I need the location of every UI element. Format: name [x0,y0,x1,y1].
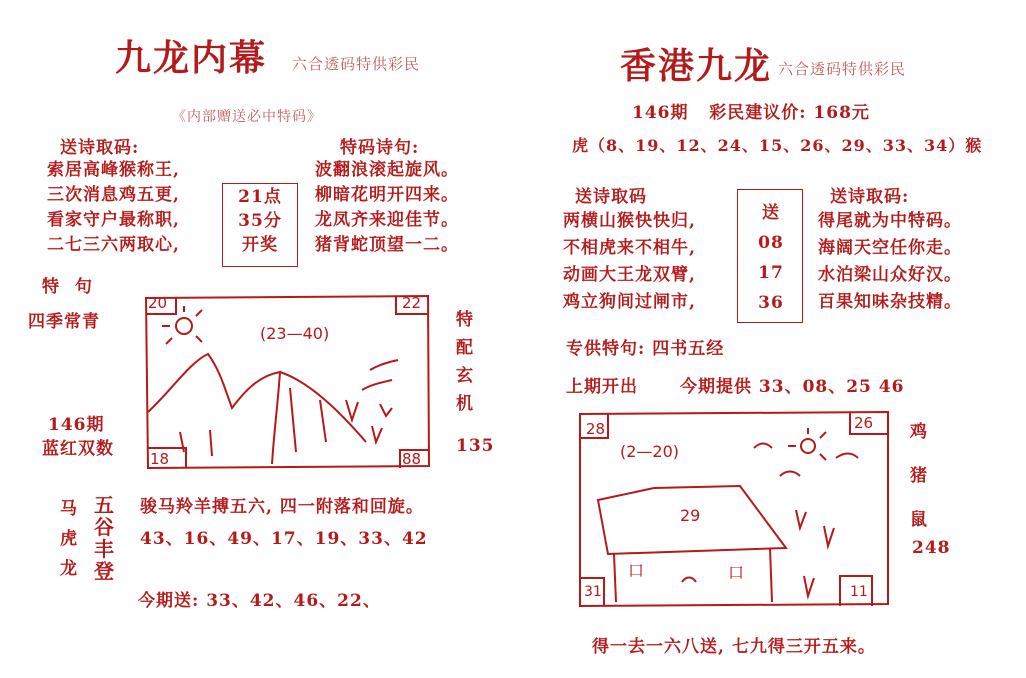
right-last-issue: 上期开出 [566,377,638,397]
animals-vertical [60,494,78,584]
sketch-label: 22 [402,294,422,312]
special-line: 柳暗花明开四来。 [315,185,459,205]
send-box-values [739,198,803,318]
side-char: 玄 [456,366,474,386]
sun-rays [162,306,202,344]
sketch-label: 11 [850,584,868,600]
right-tiger-line: 虎（8、19、12、24、15、26、29、33、34）猴 [572,136,983,155]
sketch-label: 26 [854,414,874,432]
sketch-range: (23—40) [260,324,330,343]
wind-strokes [362,360,398,416]
left-today: 今期送: 33、42、46、22、 [138,591,381,611]
animal-char: 虎 [60,529,78,549]
side-char: 配 [456,338,474,358]
send-value: 36 [758,293,784,313]
right-title: 香港九龙 [620,45,773,87]
special-line: 龙凤齐来迎佳节。 [315,210,459,230]
sun-icon [801,439,815,453]
sketch-label: 18 [150,450,170,468]
right-poem-lines-left [563,208,696,316]
grain-char: 五 [94,493,114,517]
right-poem-lines-right [818,208,962,316]
right-side-vertical [910,410,928,542]
side-char: 鸡 [910,422,928,442]
bird-strokes [754,444,858,477]
sun-icon [176,318,192,334]
horse-poem: 骏马羚羊搏五六, 四一附落和回旋。 [140,497,424,517]
draw-time [224,185,296,257]
sketch-label: 28 [586,420,606,438]
animal-char: 龙 [60,559,78,579]
window-icon: 口 [628,561,645,580]
right-poem-line: 动画大王龙双臂, [563,265,696,285]
right-side-number: 248 [912,538,951,558]
left-poem-line: 索居高峰猴称王, [47,160,180,180]
side-char: 猪 [910,466,928,486]
special-header: 特码诗句: [340,138,420,158]
grain-char: 丰 [94,537,114,561]
left-poem-line: 二七三六两取心, [47,235,180,255]
right-poem-line: 水泊梁山众好汉。 [818,265,962,285]
right-poem-header-right: 送诗取码: [830,187,910,207]
left-banner: 《内部赠送必中特码》 [172,109,322,125]
window-icon: 口 [728,563,745,582]
right-poem-line: 鸡立狗间过闸市, [563,292,696,312]
send-value: 08 [758,233,784,253]
right-this-issue: 今期提供 33、08、25 46 [680,377,905,397]
left-poem-line: 三次消息鸡五更, [47,185,180,205]
draw-time-line: 开奖 [242,235,278,255]
right-drawing [574,406,892,608]
right-special-sentence: 专供特句: 四书五经 [566,339,725,359]
mountain-slope [280,372,366,442]
left-numbers: 43、16、49、17、19、33、42 [140,529,428,549]
animal-char: 马 [60,499,78,519]
right-subtitle: 六合透码特供彩民 [778,60,907,78]
grain-char: 登 [94,559,114,583]
special-line: 猪背蛇顶望一二。 [315,235,459,255]
right-poem-header-left: 送诗取码 [575,187,647,207]
right-poem-line: 不相虎来不相牛, [563,238,696,258]
side-char: 鼠 [910,510,928,530]
grain-vertical [94,494,114,582]
left-side-number: 135 [456,436,495,456]
send-value: 送 [762,203,780,223]
special-sentence: 四季常青 [28,312,100,332]
right-bottom-line: 得一去一六八送, 七九得三开五来。 [592,637,876,657]
sketch-label: 31 [584,584,602,600]
grass-strokes [180,388,326,456]
sketch-label: 29 [680,506,701,525]
left-side-vertical [456,306,474,418]
door-arch [682,578,696,583]
special-line: 波翻浪滚起旋风。 [315,160,459,180]
draw-time-line: 21点 [238,187,282,207]
right-poem-line: 两横山猴快快归, [563,211,696,231]
left-drawing [140,292,432,472]
sketch-range: (2—20) [620,442,680,461]
side-char: 机 [456,394,474,414]
left-poem-line: 看家守户最称职, [47,210,180,230]
right-poem-line: 得尾就为中特码。 [818,211,962,231]
bird-strokes [346,400,382,442]
left-subtitle: 六合透码特供彩民 [292,55,421,73]
sketch-label: 88 [402,450,422,468]
side-char: 特 [456,310,474,330]
special-lines [315,158,459,258]
left-sketch [140,292,432,472]
sketch-label: 20 [148,294,168,312]
left-poem-header: 送诗取码: [60,138,140,158]
right-price-line: 146期 彩民建议价: 168元 [632,103,870,123]
right-poem-line: 海阔天空任你走。 [818,238,962,258]
sun-rays [788,428,826,460]
draw-time-line: 35分 [238,211,282,231]
grass-strokes [796,510,834,596]
special-sentence-label: 特 句 [42,277,93,297]
left-title: 九龙内幕 [115,37,268,79]
send-value: 17 [758,263,784,283]
left-issue-label: 146期 [48,415,105,435]
left-issue-text: 蓝红双数 [42,439,114,459]
right-poem-line: 百果知味杂技精。 [818,292,962,312]
grain-char: 谷 [94,515,114,539]
left-poem-lines [47,158,180,258]
